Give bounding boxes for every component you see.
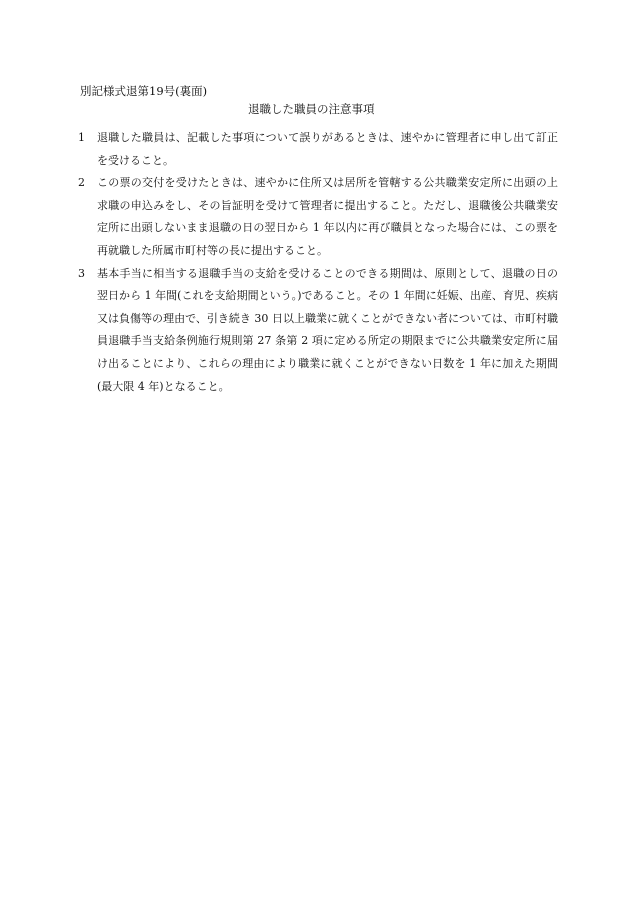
notice-list	[78, 127, 558, 398]
notice-item-text: 退職した職員は、記載した事項について誤りがあるときは、速やかに管理者に申し出て訂正を受けること。	[97, 131, 558, 167]
notice-item-1	[78, 127, 558, 172]
notice-item-text: この票の交付を受けたときは、速やかに住所又は居所を管轄する公共職業安定所に出頭の上求職の申込みをし、その旨証明を受けて管理者に提出すること。ただし、退職後公共職業安定所に出頭しないまま退職の日の翌日から 1 年以内に再び職員となった場合には、この票を再就職した所属市町村等の長に提出すること。	[97, 176, 558, 257]
notice-item-3	[78, 263, 558, 399]
notice-item-number: 3	[78, 266, 85, 280]
notice-item-number: 1	[78, 131, 85, 144]
document-title: 退職した職員の注意事項	[248, 102, 375, 116]
form-number-label: 別記様式退第19号(裏面)	[80, 84, 208, 98]
notice-item-2	[78, 172, 558, 262]
notice-item-number: 2	[78, 176, 85, 190]
notice-item-text: 基本手当に相当する退職手当の支給を受けることのできる期間は、原則として、退職の日の翌日から 1 年間(これを支給期間という。)であること。その 1 年間に妊娠、出産、育児、疾病又は負傷等の理由で、引き続き 30 日以上職業に就くことができない者については、市町村職員退職手当支給条例施行規則第 27 条第 2 項に定める所定の期限までに公共職業安定所に届け出ることにより、これらの理由により職業に就くことができない日数を 1 年に加えた期間(最大限 4 年)となること。	[97, 266, 558, 393]
